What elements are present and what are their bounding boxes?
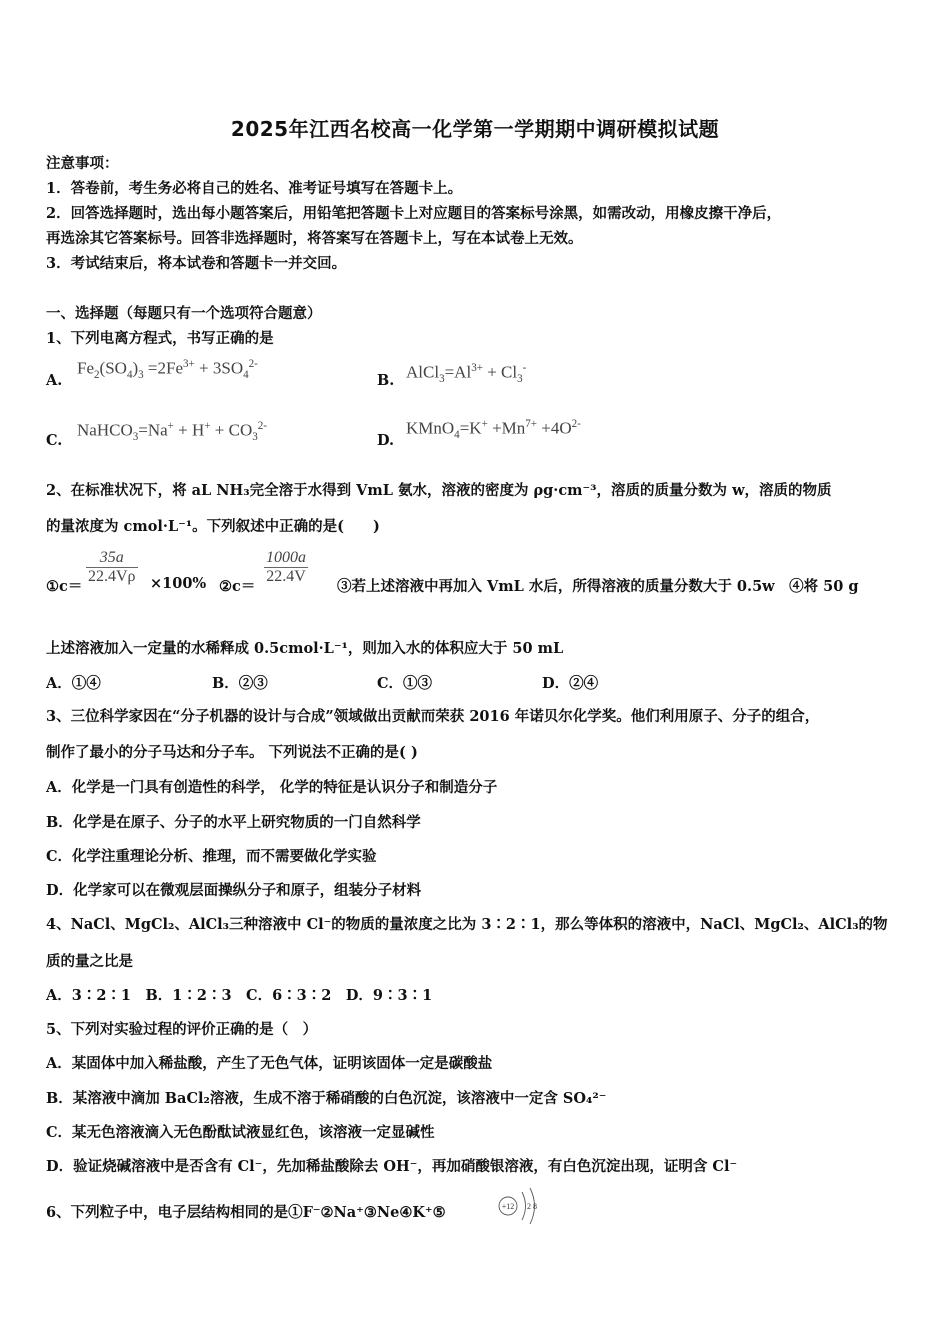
q5-option-a: A．某固体中加入稀盐酸，产生了无色气体，证明该固体一定是碳酸盐 xyxy=(46,1055,493,1072)
q2-statement-3-4: ③若上述溶液中再加入 VmL 水后，所得溶液的质量分数大于 0.5w ④将 50 g xyxy=(337,578,859,595)
q2-option-b: B．②③ xyxy=(212,675,268,692)
q5-option-b: B．某溶液中滴加 BaCl₂溶液，生成不溶于稀硝酸的白色沉淀，该溶液中一定含 SO₄²⁻ xyxy=(46,1090,607,1107)
q1-option-c-equation: NaHCO$_3$=Na+ + $H^+ + CO_3^{2-}$ xyxy=(77,420,267,444)
q1-option-d-label: D. xyxy=(377,432,395,449)
q2-fraction-1-denominator: 22.4Vρ xyxy=(88,568,136,585)
question-4-line-2: 质的量之比是 xyxy=(46,953,133,970)
q2-statement-2-prefix: ②c＝ xyxy=(219,578,256,595)
question-3-line-2: 制作了最小的分子马达和分子车。 下列说法不正确的是( ) xyxy=(46,744,418,761)
q1-option-a-label: A. xyxy=(46,372,63,389)
electron-counts: 2 8 xyxy=(527,1202,537,1211)
q1-option-b-equation: $AlCl_3=Al^{3+} + Cl_3^-$ xyxy=(406,362,527,386)
q5-option-c: C．某无色溶液滴入无色酚酞试液显红色，该溶液一定显碱性 xyxy=(46,1124,435,1141)
electron-shell-1 xyxy=(522,1192,526,1220)
q2-option-a: A．①④ xyxy=(46,675,101,692)
q3-option-b: B．化学是在原子、分子的水平上研究物质的一门自然科学 xyxy=(46,814,421,831)
q5-option-d: D．验证烧碱溶液中是否含有 Cl⁻，先加稀盐酸除去 OH⁻，再加硝酸银溶液，有白色沉淀出现，证明含 Cl⁻ xyxy=(46,1158,738,1175)
question-3-line-1: 3、三位科学家因在“分子机器的设计与合成”领域做出贡献而荣获 2016 年诺贝尔化学奖。他们利用原子、分子的组合， xyxy=(46,708,820,725)
q1-option-c-label: C. xyxy=(46,432,63,449)
atom-structure-diagram xyxy=(496,1186,546,1226)
question-2-line-2: 的量浓度为 cmol·L⁻¹。下列叙述中正确的是( ) xyxy=(46,518,380,535)
question-1-stem: 1、下列电离方程式，书写正确的是 xyxy=(46,330,274,347)
q1-option-d-equation: KMnO$_4$=K+ $+Mn^{7+} +4O^{2-}$ xyxy=(406,418,581,442)
notice-item: 1．答卷前，考生务必将自己的姓名、准考证号填写在答题卡上。 xyxy=(46,180,463,197)
notice-item: 3．考试结束后，将本试卷和答题卡一并交回。 xyxy=(46,255,347,272)
question-6-stem: 6、下列粒子中，电子层结构相同的是①F⁻②Na⁺③Ne④K⁺⑤ xyxy=(46,1204,446,1221)
notice-item: 再选涂其它答案标号。回答非选择题时，将答案写在答题卡上，写在本试卷上无效。 xyxy=(46,230,583,247)
q2-fraction-2 xyxy=(264,549,308,586)
question-2-line-4: 上述溶液加入一定量的水稀释成 0.5cmol·L⁻¹，则加入水的体积应大于 50 mL xyxy=(46,640,564,657)
notice-item: 2．回答选择题时，选出每小题答案后，用铅笔把答题卡上对应题目的答案标号涂黑，如需改动，用橡皮擦干净后， xyxy=(46,205,782,222)
q4-options: A．3∶2∶1 B．1∶2∶3 C．6∶3∶2 D．9∶3∶1 xyxy=(46,987,433,1004)
question-5-stem: 5、下列对实验过程的评价正确的是（ ） xyxy=(46,1021,318,1038)
question-2-line-1: 2、在标准状况下，将 aL NH₃完全溶于水得到 VmL 氨水，溶液的密度为 ρg·cm⁻³，溶质的质量分数为 w，溶质的物质 xyxy=(46,482,832,499)
q2-fraction-1-numerator: 35a xyxy=(99,549,124,566)
q3-option-d: D．化学家可以在微观层面操纵分子和原子，组装分子材料 xyxy=(46,882,422,899)
q3-option-a: A．化学是一门具有创造性的科学， 化学的特征是认识分子和制造分子 xyxy=(46,779,498,796)
q2-statement-1-suffix: ×100% xyxy=(150,575,207,592)
q1-option-a-equation: $Fe_2(SO_4)_3 =2Fe^{3+} + 3SO_4^{2-}$ xyxy=(77,358,258,382)
q2-statement-1-prefix: ①c＝ xyxy=(46,578,83,595)
q2-fraction-1 xyxy=(86,549,138,586)
page-title: 2025年江西名校高一化学第一学期期中调研模拟试题 xyxy=(230,117,720,141)
question-4-line-1: 4、NaCl、MgCl₂、AlCl₃三种溶液中 Cl⁻的物质的量浓度之比为 3∶2∶1，那么等体积的溶液中，NaCl、MgCl₂、AlCl₃的物 xyxy=(46,916,888,933)
q2-option-d: D．②④ xyxy=(542,675,599,692)
q2-fraction-2-numerator: 1000a xyxy=(266,549,306,566)
section-heading: 一、选择题（每题只有一个选项符合题意） xyxy=(46,305,322,322)
notice-heading: 注意事项： xyxy=(46,155,119,172)
q2-fraction-2-denominator: 22.4V xyxy=(264,567,308,586)
q1-option-b-label: B. xyxy=(377,372,395,389)
q3-option-c: C．化学注重理论分析、推理，而不需要做化学实验 xyxy=(46,848,377,865)
q2-option-c: C．①③ xyxy=(377,675,433,692)
nucleus-charge: +12 xyxy=(501,1202,515,1211)
